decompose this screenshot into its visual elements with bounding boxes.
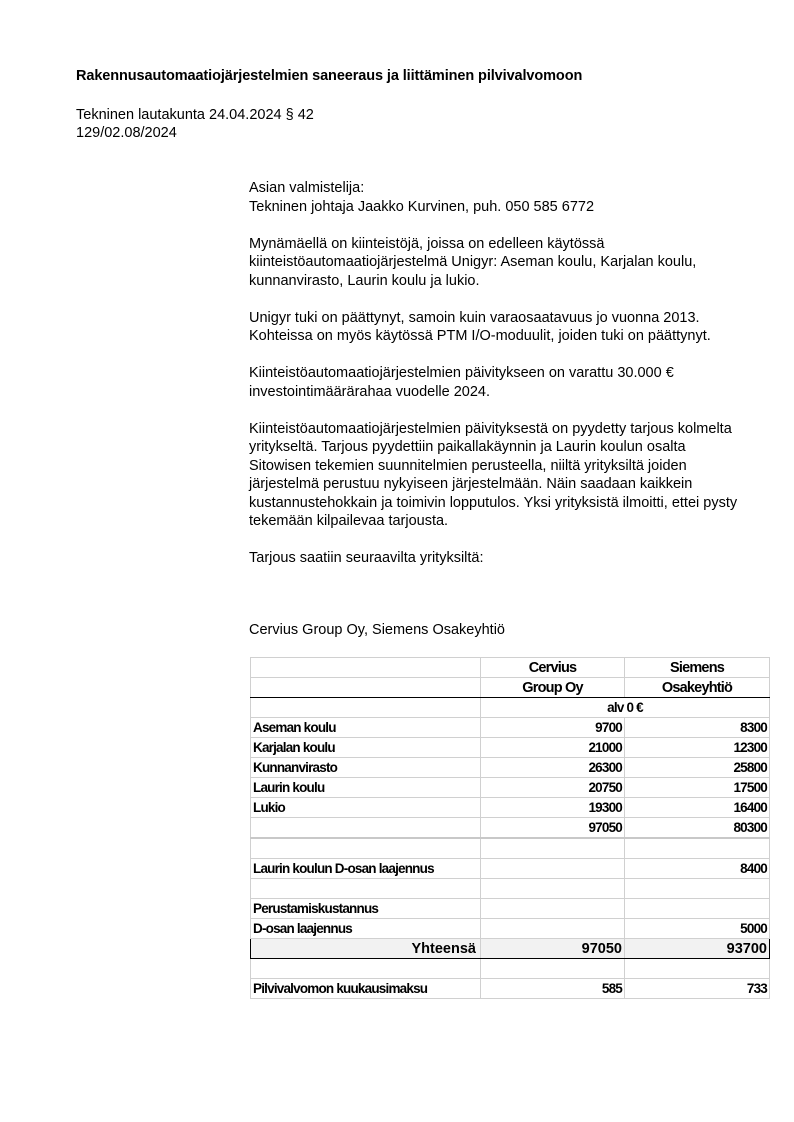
vat-row [251,698,770,718]
empty-row [251,838,770,859]
row-label: D-osan laajennus [251,919,481,939]
row-label: Perustamiskustannus [251,899,481,919]
paragraph: Mynämäellä on kiinteistöjä, joissa on edelleen käytössä kiinteistöautomaatiojärjestelmä Unigyr: Aseman koulu, Karjalan koulu, kunnanvirasto, Laurin koulu ja lukio. [249,235,697,289]
vat-label: alv 0 € [481,698,770,718]
siemens-value: 8300 [625,718,770,738]
grand-total-label: Yhteensä [251,939,481,959]
cervius-value [481,919,625,939]
cervius-value: 26300 [481,758,625,778]
table-row [251,738,770,758]
table-header-row [251,658,770,678]
companies-line: Cervius Group Oy, Siemens Osakeyhtiö [249,622,505,638]
siemens-value: 25800 [625,758,770,778]
siemens-value: 17500 [625,778,770,798]
preparer-name: Tekninen johtaja Jaakko Kurvinen, puh. 050 585 6772 [249,198,595,215]
table-row [251,798,770,818]
header-cell-cervius: Group Oy [481,678,625,698]
header-cell-siemens: Siemens [625,658,770,678]
cervius-value: 19300 [481,798,625,818]
preparer-label: Asian valmistelija: [249,180,365,196]
paragraph: Kiinteistöautomaatiojärjestelmien päivityksestä on pyydetty tarjous kolmelta yritykseltä. Tarjous pyydettiin paikallakäynnin ja Laurin koulun osalta Sitowisen tekemien suunnitelmien perusteella, niiltä yrityksiltä joiden järjestelmä perustuu nykyiseen järjestelmään. Näin saadaan kaikkein kustannustehokkain ja toimivin lopputulos. Yksi yrityksistä ilmoitti, ettei pysty tekemään kilpailevaa tarjousta. [249,420,738,529]
row-label: Laurin koulu [251,778,481,798]
header-cell [251,678,481,698]
paragraph: Unigyr tuki on päättynyt, samoin kuin varaosaatavuus jo vuonna 2013. Kohteissa on myös käytössä PTM I/O-moduulit, joiden tuki on päättynyt. [249,309,711,344]
preparer-block [249,179,739,216]
paragraph: Kiinteistöautomaatiojärjestelmien päivitykseen on varattu 30.000 € investointimäärärahaa vuodelle 2024. [249,365,674,400]
row-label: Kunnanvirasto [251,758,481,778]
siemens-value: 12300 [625,738,770,758]
cervius-value: 21000 [481,738,625,758]
cervius-value [481,859,625,879]
row-label: Karjalan koulu [251,738,481,758]
setup-cost-row [251,899,770,919]
cervius-value: 9700 [481,718,625,738]
siemens-value: 8400 [625,859,770,879]
header-cell-siemens: Osakeyhtiö [625,678,770,698]
siemens-value: 5000 [625,919,770,939]
siemens-value: 16400 [625,798,770,818]
subtotal-row [251,818,770,839]
table-header-row [251,678,770,698]
row-label: Pilvivalvomon kuukausimaksu [251,979,481,999]
meeting-line: Tekninen lautakunta 24.04.2024 § 42 [76,107,314,123]
d-extension-row [251,919,770,939]
grand-total-row [251,939,770,959]
table-row [251,758,770,778]
row-label: Lukio [251,798,481,818]
empty-row [251,879,770,899]
cervius-subtotal: 97050 [481,818,625,839]
siemens-value: 733 [625,979,770,999]
extension-row [251,859,770,879]
siemens-grand-total: 93700 [625,939,770,959]
meeting-info [76,106,314,142]
monthly-fee-row [251,979,770,999]
offers-table [250,657,770,999]
document-title: Rakennusautomaatiojärjestelmien saneeraus ja liittäminen pilvivalvomoon [76,68,583,84]
header-cell-cervius: Cervius [481,658,625,678]
row-label: Laurin koulun D-osan laajennus [251,859,481,879]
table-row [251,778,770,798]
cervius-grand-total: 97050 [481,939,625,959]
reference-number: 129/02.08/2024 [76,125,177,141]
cervius-value: 20750 [481,778,625,798]
body-text [249,179,739,586]
empty-row [251,959,770,979]
header-cell [251,658,481,678]
paragraph: Tarjous saatiin seuraavilta yrityksiltä: [249,550,484,566]
row-label: Aseman koulu [251,718,481,738]
siemens-subtotal: 80300 [625,818,770,839]
cervius-value: 585 [481,979,625,999]
table-row [251,718,770,738]
